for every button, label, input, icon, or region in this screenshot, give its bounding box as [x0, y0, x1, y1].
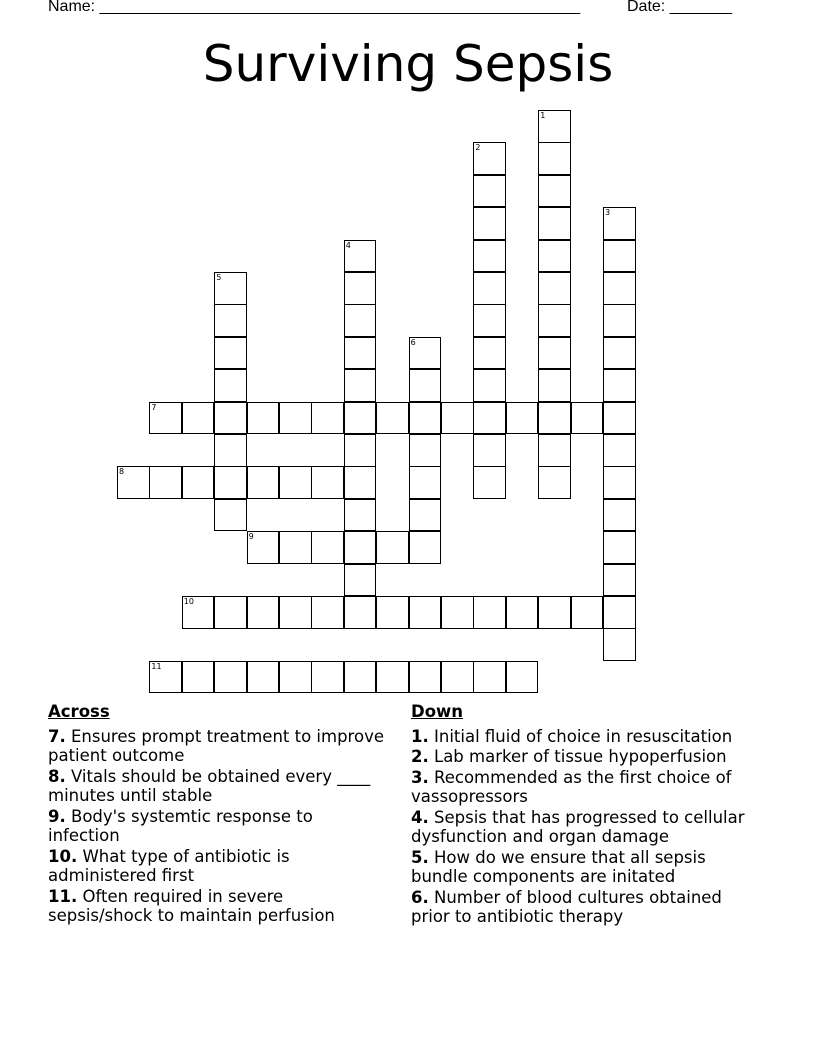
grid-cell[interactable] [214, 499, 247, 532]
grid-cell[interactable] [473, 369, 506, 402]
grid-cell[interactable] [473, 304, 506, 337]
grid-cell[interactable] [603, 434, 636, 467]
grid-cell[interactable] [409, 369, 442, 402]
grid-cell[interactable] [214, 466, 247, 499]
grid-cell[interactable] [409, 402, 442, 435]
grid-cell[interactable] [214, 337, 247, 370]
across-clue-10: 10. What type of antibiotic is administered first [48, 846, 290, 885]
cell-number: 8 [119, 467, 125, 477]
grid-cell[interactable] [344, 434, 377, 467]
grid-cell[interactable] [571, 402, 604, 435]
across-clue-11: 11. Often required in severe sepsis/shock to maintain perfusion [48, 886, 335, 925]
grid-cell[interactable] [473, 207, 506, 240]
grid-cell[interactable] [214, 434, 247, 467]
grid-cell[interactable] [538, 434, 571, 467]
grid-cell[interactable] [214, 661, 247, 694]
grid-cell[interactable] [409, 596, 442, 629]
grid-cell[interactable] [538, 466, 571, 499]
grid-cell[interactable] [473, 434, 506, 467]
grid-cell[interactable] [409, 499, 442, 532]
grid-cell[interactable] [409, 661, 442, 694]
grid-cell[interactable] [344, 596, 377, 629]
across-clue-9: 9. Body's systemtic response to infection [48, 806, 313, 845]
grid-cell[interactable] [344, 466, 377, 499]
grid-cell[interactable] [506, 661, 539, 694]
grid-cell[interactable] [344, 402, 377, 435]
grid-cell[interactable] [247, 661, 280, 694]
down-clues [411, 702, 761, 928]
down-clue-2: 2. Lab marker of tissue hypoperfusion [411, 747, 727, 766]
grid-cell[interactable] [473, 402, 506, 435]
cell-number: 1 [540, 111, 546, 120]
grid-cell[interactable] [311, 596, 344, 629]
grid-cell[interactable] [603, 240, 636, 273]
grid-cell[interactable] [441, 661, 474, 694]
grid-cell[interactable] [344, 499, 377, 532]
grid-cell[interactable] [603, 337, 636, 370]
grid-cell[interactable] [214, 596, 247, 629]
grid-cell[interactable] [441, 402, 474, 435]
grid-cell[interactable] [279, 661, 312, 694]
across-clue-7: 7. Ensures prompt treatment to improve patient outcome [48, 726, 384, 765]
grid-cell[interactable] [311, 531, 344, 564]
grid-cell[interactable] [538, 240, 571, 273]
grid-cell[interactable] [214, 272, 247, 305]
cell-number: 2 [475, 143, 481, 153]
grid-cell[interactable] [149, 466, 182, 499]
grid-cell[interactable] [182, 402, 215, 435]
grid-cell[interactable] [409, 434, 442, 467]
grid-cell[interactable] [214, 369, 247, 402]
date-field: Date: _______ [627, 0, 732, 15]
cell-number: 7 [151, 402, 157, 412]
cell-number: 10 [183, 597, 194, 606]
grid-cell[interactable] [603, 564, 636, 597]
grid-cell[interactable] [311, 402, 344, 435]
grid-cell[interactable] [603, 531, 636, 564]
grid-cell[interactable] [538, 207, 571, 240]
grid-cell[interactable] [247, 402, 280, 435]
grid-cell[interactable] [473, 596, 506, 629]
grid-cell[interactable] [149, 402, 182, 435]
grid-cell[interactable] [117, 466, 150, 499]
grid-cell[interactable] [279, 402, 312, 435]
grid-cell[interactable] [182, 596, 215, 629]
grid-cell[interactable] [473, 337, 506, 370]
grid-cell[interactable] [603, 466, 636, 499]
across-heading: Across [48, 702, 110, 721]
grid-cell[interactable] [538, 175, 571, 208]
grid-cell[interactable] [506, 596, 539, 629]
grid-cell[interactable] [344, 564, 377, 597]
grid-cell[interactable] [409, 466, 442, 499]
grid-cell[interactable] [279, 466, 312, 499]
grid-cell[interactable] [376, 531, 409, 564]
down-clue-4: 4. Sepsis that has progressed to cellular dysfunction and organ damage [411, 807, 745, 846]
grid-cell[interactable] [376, 402, 409, 435]
grid-cell[interactable] [182, 466, 215, 499]
grid-cell[interactable] [409, 337, 442, 370]
grid-cell[interactable] [473, 466, 506, 499]
down-clue-5: 5. How do we ensure that all sepsis bundle components are initated [411, 847, 706, 886]
grid-cell[interactable] [376, 596, 409, 629]
across-clue-8: 8. Vitals should be obtained every ____ minutes until stable [48, 766, 371, 805]
grid-cell[interactable] [279, 531, 312, 564]
grid-cell[interactable] [538, 402, 571, 435]
grid-cell[interactable] [603, 402, 636, 435]
grid-cell[interactable] [344, 661, 377, 694]
grid-cell[interactable] [247, 466, 280, 499]
grid-cell[interactable] [603, 272, 636, 305]
grid-cell[interactable] [603, 596, 636, 629]
down-clue-6: 6. Number of blood cultures obtained prior to antibiotic therapy [411, 887, 722, 926]
grid-cell[interactable] [473, 240, 506, 273]
grid-cell[interactable] [538, 304, 571, 337]
name-field: Name: ______________________________________________________ [48, 0, 581, 15]
grid-cell[interactable] [247, 596, 280, 629]
grid-cell[interactable] [376, 661, 409, 694]
grid-cell[interactable] [473, 175, 506, 208]
grid-cell[interactable] [538, 337, 571, 370]
down-clue-1: 1. Initial fluid of choice in resuscitation [411, 726, 733, 746]
grid-cell[interactable] [214, 402, 247, 435]
grid-cell[interactable] [603, 304, 636, 337]
page-title: Surviving Sepsis [202, 35, 614, 93]
grid-cell[interactable] [311, 661, 344, 694]
grid-cell[interactable] [603, 369, 636, 402]
grid-cell[interactable] [538, 110, 571, 143]
grid-cell[interactable] [441, 596, 474, 629]
grid-cell[interactable] [182, 661, 215, 694]
cell-number: 3 [605, 208, 611, 218]
grid-cell[interactable] [344, 531, 377, 564]
cell-number: 11 [151, 661, 162, 671]
grid-cell[interactable] [538, 142, 571, 175]
grid-cell[interactable] [344, 272, 377, 305]
grid-cell[interactable] [279, 596, 312, 629]
grid-cell[interactable] [344, 240, 377, 273]
grid-cell[interactable] [344, 304, 377, 337]
grid-cell[interactable] [311, 466, 344, 499]
grid-cell[interactable] [344, 337, 377, 370]
grid-cell[interactable] [149, 661, 182, 694]
grid-cell[interactable] [506, 402, 539, 435]
grid-cell[interactable] [538, 369, 571, 402]
across-clues [48, 702, 388, 927]
grid-cell[interactable] [473, 661, 506, 694]
grid-cell[interactable] [571, 596, 604, 629]
cell-number: 5 [216, 273, 222, 282]
grid-cell[interactable] [603, 207, 636, 240]
grid-cell[interactable] [409, 531, 442, 564]
grid-cell[interactable] [538, 272, 571, 305]
grid-cell[interactable] [603, 628, 636, 661]
grid-cell[interactable] [247, 531, 280, 564]
grid-cell[interactable] [473, 272, 506, 305]
down-clue-3: 3. Recommended as the first choice of vassopressors [411, 767, 732, 806]
grid-cell[interactable] [538, 596, 571, 629]
cell-number: 6 [410, 337, 416, 347]
grid-cell[interactable] [344, 369, 377, 402]
cell-number: 4 [345, 240, 351, 250]
grid-cell[interactable] [473, 142, 506, 175]
down-heading: Down [411, 702, 464, 721]
grid-cell[interactable] [603, 499, 636, 532]
grid-cell[interactable] [214, 304, 247, 337]
cell-number: 9 [248, 532, 254, 542]
